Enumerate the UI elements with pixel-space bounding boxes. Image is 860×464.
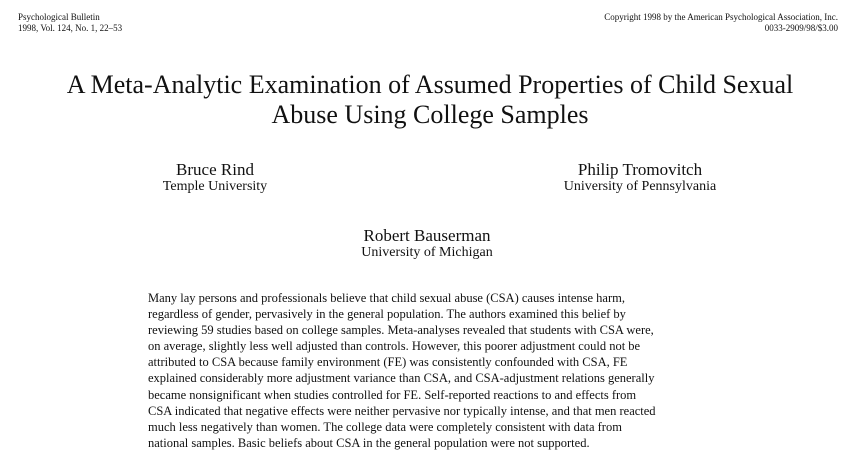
copyright-code: 0033-2909/98/$3.00 <box>764 23 838 33</box>
author-name: Bruce Rind <box>176 160 254 179</box>
abstract-line: attributed to CSA because family environment (FE) was consistently confounded with CSA, FE <box>148 355 628 370</box>
author-name: Robert Bauserman <box>363 226 491 245</box>
abstract-line: reviewing 59 studies based on college samples. Meta-analyses revealed that students with CSA were, <box>148 323 654 338</box>
author-name: Philip Tromovitch <box>577 160 703 179</box>
abstract-line: explained considerably more adjustment variance than CSA, and CSA-adjustment relations generally <box>148 371 655 386</box>
journal-name: Psychological Bulletin <box>18 12 100 22</box>
abstract-line: national samples. Basic beliefs about CSA in the general population were not supported. <box>148 435 590 450</box>
author-affiliation: University of Michigan <box>361 245 493 260</box>
abstract-line: regardless of gender, pervasively in the general population. The authors examined this belief by <box>148 307 626 322</box>
abstract-line: much less negatively than women. The college data were completely consistent with data from <box>148 419 622 434</box>
journal-citation: 1998, Vol. 124, No. 1, 22–53 <box>18 23 123 33</box>
abstract <box>148 290 728 451</box>
copyright-notice: Copyright 1998 by the American Psychological Association, Inc. <box>604 12 838 22</box>
author-affiliation: Temple University <box>162 179 268 194</box>
author-block <box>540 160 740 195</box>
abstract-line: became nonsignificant when studies controlled for FE. Self-reported reactions to and effects from <box>148 387 637 402</box>
title-line: Abuse Using College Samples <box>271 100 589 129</box>
author-block <box>115 160 315 195</box>
author-block <box>327 226 527 261</box>
paper-title <box>0 70 860 130</box>
journal-info <box>18 12 122 34</box>
title-line: A Meta-Analytic Examination of Assumed Properties of Child Sexual <box>66 70 794 99</box>
author-affiliation: University of Pennsylvania <box>563 179 717 194</box>
abstract-line: on average, slightly less well adjusted than controls. However, this poorer adjustment could not be <box>148 339 641 354</box>
abstract-line: Many lay persons and professionals believe that child sexual abuse (CSA) causes intense harm, <box>148 291 625 305</box>
copyright-info <box>604 12 838 34</box>
abstract-line: CSA indicated that negative effects were neither pervasive nor typically intense, and that men reacted <box>148 403 656 418</box>
